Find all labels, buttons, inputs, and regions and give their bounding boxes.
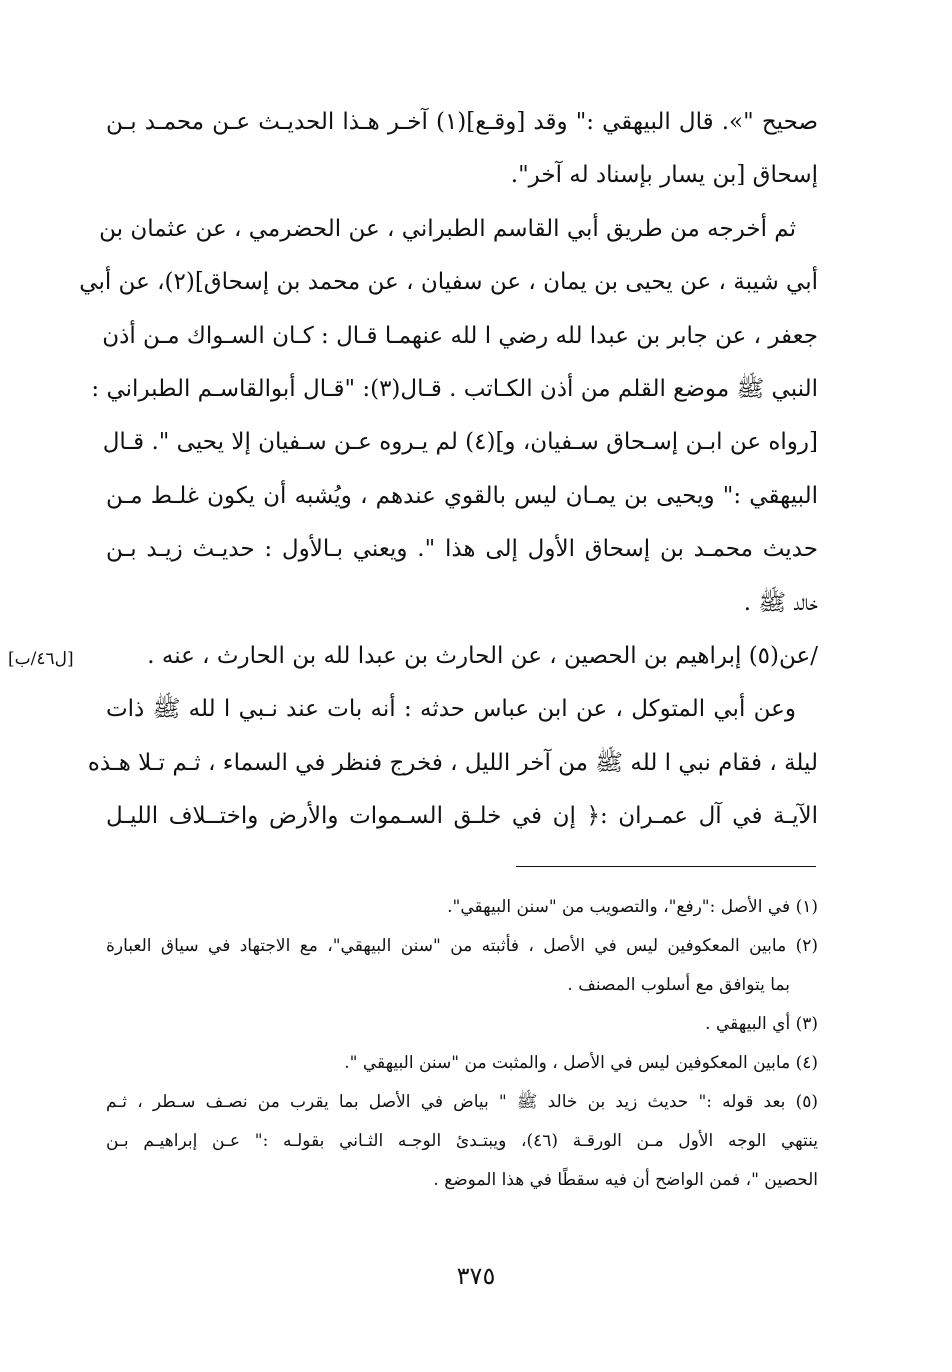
page-number: ٣٧٥ [456,1262,496,1290]
text-line: حديث محمـد بن إسحاق الأول إلى هذا ". ويعني بـالأول : حديـث زيـد بـن [106,536,818,563]
footnote-separator [516,866,816,867]
footnote-line: (٤) مابين المعكوفين ليس في الأصل ، والمثبت من "سنن البيهقي ". [344,1053,818,1073]
footnote-line: ينتهي الوجه الأول مـن الورقـة (٤٦)، ويبتـدئ الوجـه الثـاني بقولـه :" عـن إبراهيـم بـن [106,1131,818,1151]
text-line: جعفر ، عن جابر بن عبدا لله رضي ا لله عنهمـا قـال : كـان السـواك مـن أذن [102,322,818,349]
footnote-line: الحصين "، فمن الواضح أن فيه سقطًا في هذا الموضع . [433,1170,818,1190]
text-line: ثم أخرجه من طريق أبي القاسم الطبراني ، عن الحضرمي ، عن عثمان بن [99,215,796,242]
footnote-line: بما يتوافق مع أسلوب المصنف . [567,975,790,995]
text-line: النبي ﷺ موضع القلم من أذن الكـاتب . قـال(٣): "قـال أبوالقاسـم الطبراني : [91,375,818,402]
text-line: وعن أبي المتوكل ، عن ابن عباس حدثه : أنه بات عند نـبي ا لله ﷺ ذات [106,696,796,723]
text-line: البيهقي :" ويحيى بن يمـان ليس بالقوي عندهم ، ويُشبه أن يكون غلـط مـن [106,482,818,509]
text-line: [رواه عن ابـن إسـحاق سـفيان، و](٤) لم يـروه عـن سـفيان إلا يحيى ". قـال [102,429,818,456]
text-line: /عن(٥) إبراهيم بن الحصين ، عن الحارث بن عبدا لله بن الحارث ، عنه . [147,642,818,669]
text-line: خالد ﷺ . [743,589,818,616]
footnote-line: (٥) بعد قوله :" حديث زيد بن خالد ﷺ " بياض في الأصل بما يقرب من نصـف سـطر ، ثـم [106,1092,818,1112]
footnotes-block [106,888,818,1200]
text-line: الآيـة في آل عمـران :﴿ إن في خلـق السـموات والأرض واختــلاف الليـل [106,803,818,830]
main-text-block [79,96,818,843]
text-line: أبي شيبة ، عن يحيى بن يمان ، عن سفيان ، عن محمد بن إسحاق](٢)، عن أبي [79,269,818,296]
footnote-line: (٢) مابين المعكوفين ليس في الأصل ، فأثبته من "سنن البيهقي"، مع الاجتهاد في سياق العبارة [106,936,818,956]
footnote-line: (١) في الأصل :"رفع"، والتصويب من "سنن البيهقي". [447,897,818,917]
text-line: صحيح "». قال البيهقي :" وقد [وقـع](١) آخـر هـذا الحديـث عـن محمـد بـن [106,109,818,135]
text-line: ليلة ، فقام نبي ا لله ﷺ من آخر الليل ، فخرج فنظر في السماء ، ثـم تـلا هـذه [87,749,818,776]
footnote-line: (٣) أي البيهقي . [705,1014,818,1034]
manuscript-folio-note: [ل٤٦/ب] [8,649,74,669]
text-line: إسحاق [بن يسار بإسناد له آخر". [510,162,818,189]
